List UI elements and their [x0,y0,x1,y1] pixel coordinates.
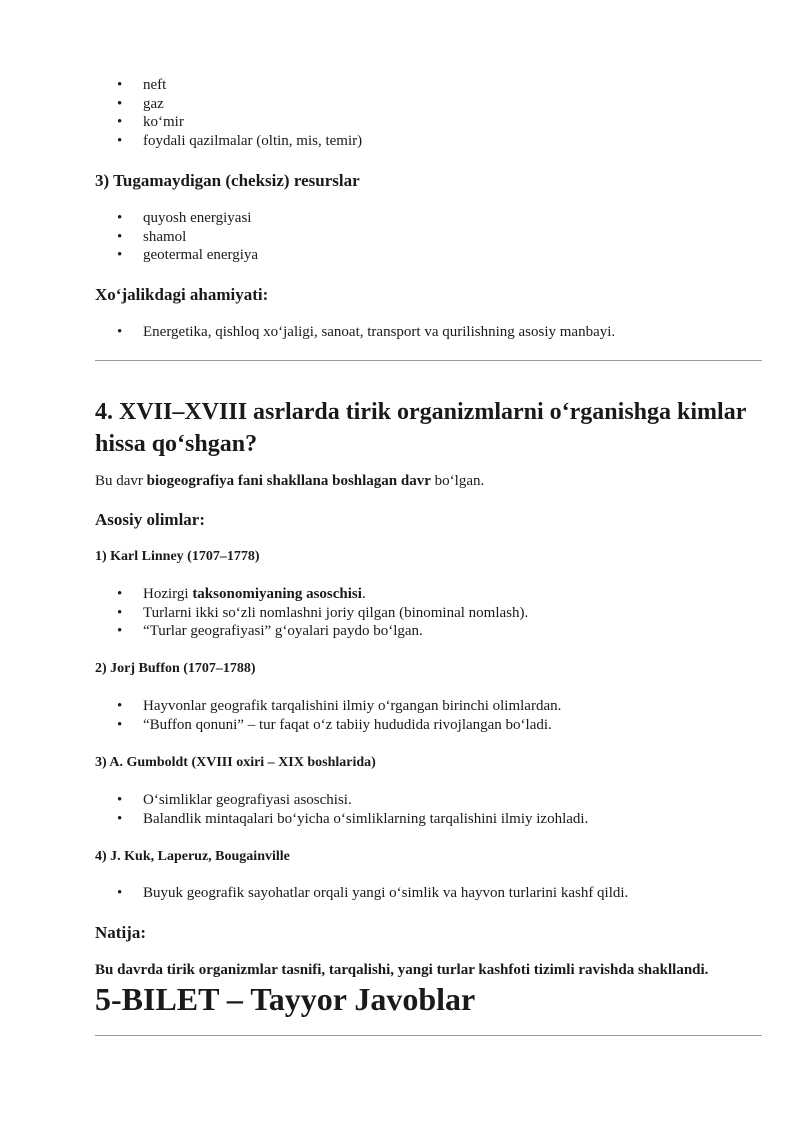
list-item: • Buyuk geografik sayohatlar orqali yangi o‘simlik va hayvon turlarini kashf qildi. [95,884,762,903]
scientist-2-list [95,697,762,734]
scientist-4-title: 4) J. Kuk, Laperuz, Bougainville [95,849,290,864]
question-4-title: 4. XVII–XVIII asrlarda tirik organizmlarni o‘rganishga kimlar hissa qo‘shgan? [95,399,746,457]
list-item: • quyosh energiyasi [95,209,762,228]
result-paragraph: Bu davrda tirik organizmlar tasnifi, tarqalishi, yangi turlar kashfoti tizimli ravishda shakllandi. [95,962,709,978]
list-item: • ko‘mir [95,113,762,132]
section-heading-result: Natija: [95,923,146,942]
list-item: • neft [95,76,762,95]
resource-list-top [95,76,762,150]
list-item: • Hayvonlar geografik tarqalishini ilmiy o‘rgangan birinchi olimlardan. [95,697,762,716]
section-divider [95,1035,762,1036]
importance-list [95,323,762,342]
section-heading-main-scientists: Asosiy olimlar: [95,510,206,529]
list-item: • “Buffon qonuni” – tur faqat o‘z tabiiy hududida rivojlangan bo‘ladi. [95,716,762,735]
list-item: • Hozirgi taksonomiyaning asoschisi. [95,585,762,604]
list-item: • Turlarni ikki so‘zli nomlashni joriy qilgan (binominal nomlash). [95,604,762,623]
list-item: • Balandlik mintaqalari bo‘yicha o‘simliklarning tarqalishini ilmiy izohladi. [95,810,762,829]
list-item: • gaz [95,95,762,114]
scientist-1-list [95,585,762,641]
list-item: • shamol [95,228,762,247]
list-item: • O‘simliklar geografiyasi asoschisi. [95,791,762,810]
scientist-3-list [95,791,762,828]
scientist-2-title: 2) Jorj Buffon (1707–1788) [95,661,256,676]
scientist-1-title: 1) Karl Linney (1707–1778) [95,549,260,564]
list-item: • “Turlar geografiyasi” g‘oyalari paydo bo‘lgan. [95,622,762,641]
list-item: • geotermal energiya [95,246,762,265]
section-heading-economic-importance: Xo‘jalikdagi ahamiyati: [95,285,269,304]
intro-paragraph: Bu davr biogeografiya fani shakllana boshlagan davr bo‘lgan. [95,473,485,489]
inexhaustible-resource-list [95,209,762,265]
scientist-4-list [95,884,762,903]
section-divider [95,360,762,361]
list-item: • foydali qazilmalar (oltin, mis, temir) [95,132,762,151]
scientist-3-title: 3) A. Gumboldt (XVIII oxiri – XIX boshlarida) [95,755,376,770]
section-heading-inexhaustible-resources: 3) Tugamaydigan (cheksiz) resurslar [95,171,360,190]
list-item: • Energetika, qishloq xo‘jaligi, sanoat, transport va qurilishning asosiy manbayi. [95,323,762,342]
bilet-5-title: 5-BILET – Tayyor Javoblar [95,981,476,1017]
